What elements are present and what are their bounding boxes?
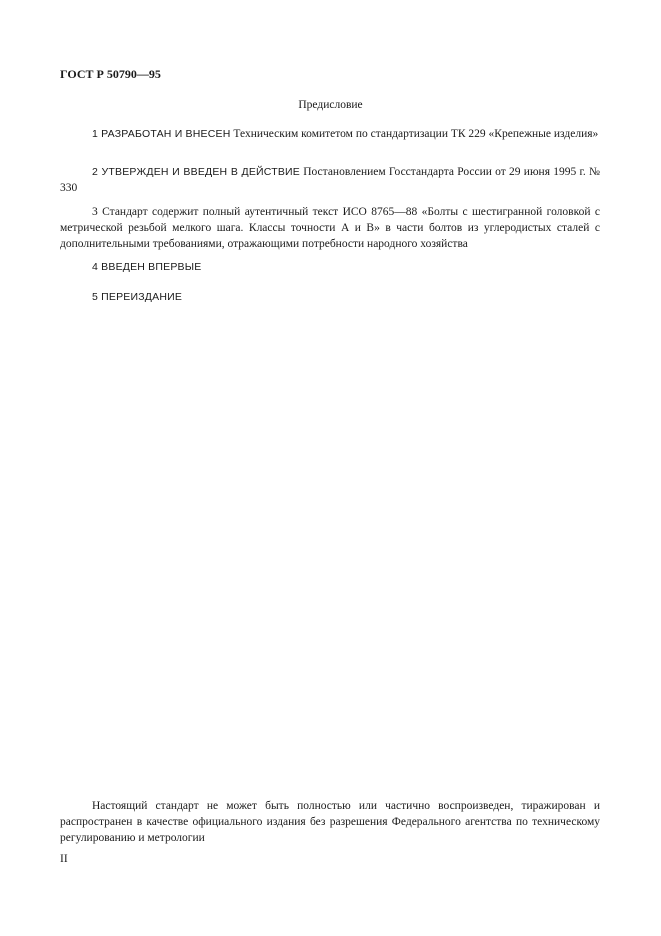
document-code: ГОСТ Р 50790—95 (60, 67, 161, 81)
foreword-item-4-lead: 4 ВВЕДЕН ВПЕРВЫЕ (92, 261, 202, 273)
foreword-item-4 (60, 259, 600, 275)
page-number: II (60, 853, 68, 865)
foreword-item-5-lead: 5 ПЕРЕИЗДАНИЕ (92, 291, 183, 303)
foreword-item-1 (60, 126, 600, 142)
foreword-item-3-text: 3 Стандарт содержит полный аутентичный текст ИСО 8765—88 «Болты с шестигранной головкой с метрической резьбой мелкого шага. Классы точности А и В» в части болтов из углеродистых сталей с дополнительными требованиями, отражающими потребности народного хозяйства (60, 206, 600, 250)
foreword-item-2-lead: 2 УТВЕРЖДЕН И ВВЕДЕН В ДЕЙСТВИЕ (92, 166, 300, 178)
copyright-notice: Настоящий стандарт не может быть полностью или частично воспроизведен, тиражирован и распространен в качестве официального издания без разрешения Федерального агентства по техническому регулированию и метрологии (60, 800, 600, 844)
foreword-item-2 (60, 164, 600, 196)
foreword-item-1-lead: 1 РАЗРАБОТАН И ВНЕСЕН (92, 128, 231, 140)
foreword-item-1-text: Техническим комитетом по стандартизации ТК 229 «Крепежные изделия» (230, 128, 599, 140)
foreword-item-2-text: Постановлением Госстандарта России от 29 июня 1995 г. № 330 (60, 166, 600, 194)
foreword-item-3 (60, 204, 600, 252)
section-title: Предисловие (298, 99, 363, 111)
foreword-item-5 (60, 289, 600, 305)
